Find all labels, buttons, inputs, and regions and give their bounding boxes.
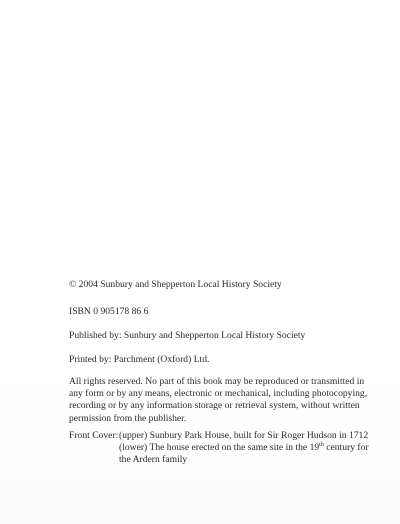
- printer-line: Printed by: Parchment (Oxford) Ltd.: [69, 354, 210, 365]
- front-cover-lower-continued: the Ardern family: [119, 454, 188, 465]
- publisher-line: Published by: Sunbury and Shepperton Local History Society: [69, 330, 306, 341]
- rights-line: permission from the publisher.: [69, 412, 187, 424]
- rights-line: recording or by any information storage or retrieval system, without written: [69, 400, 360, 412]
- isbn-line: ISBN 0 905178 86 6: [69, 306, 149, 317]
- front-cover-upper: (upper) Sunbury Park House, built for Sir Roger Hudson in 1712: [119, 430, 369, 441]
- front-cover-label: Front Cover:: [69, 430, 119, 441]
- front-cover-lower-text-end: century for: [323, 442, 369, 453]
- ordinal-suffix: th: [319, 442, 324, 448]
- front-cover-lower: [119, 442, 391, 454]
- front-cover-lower-text: (lower) The house erected on the same site in the 19: [119, 442, 320, 453]
- rights-paragraph: [69, 376, 391, 425]
- rights-line: any form or by any means, electronic or mechanical, including photocopying,: [69, 388, 368, 400]
- copyright-line: © 2004 Sunbury and Shepperton Local History Society: [69, 279, 282, 290]
- rights-line: All rights reserved. No part of this book may be reproduced or transmitted in: [69, 376, 365, 387]
- front-cover-descriptions: [119, 430, 391, 466]
